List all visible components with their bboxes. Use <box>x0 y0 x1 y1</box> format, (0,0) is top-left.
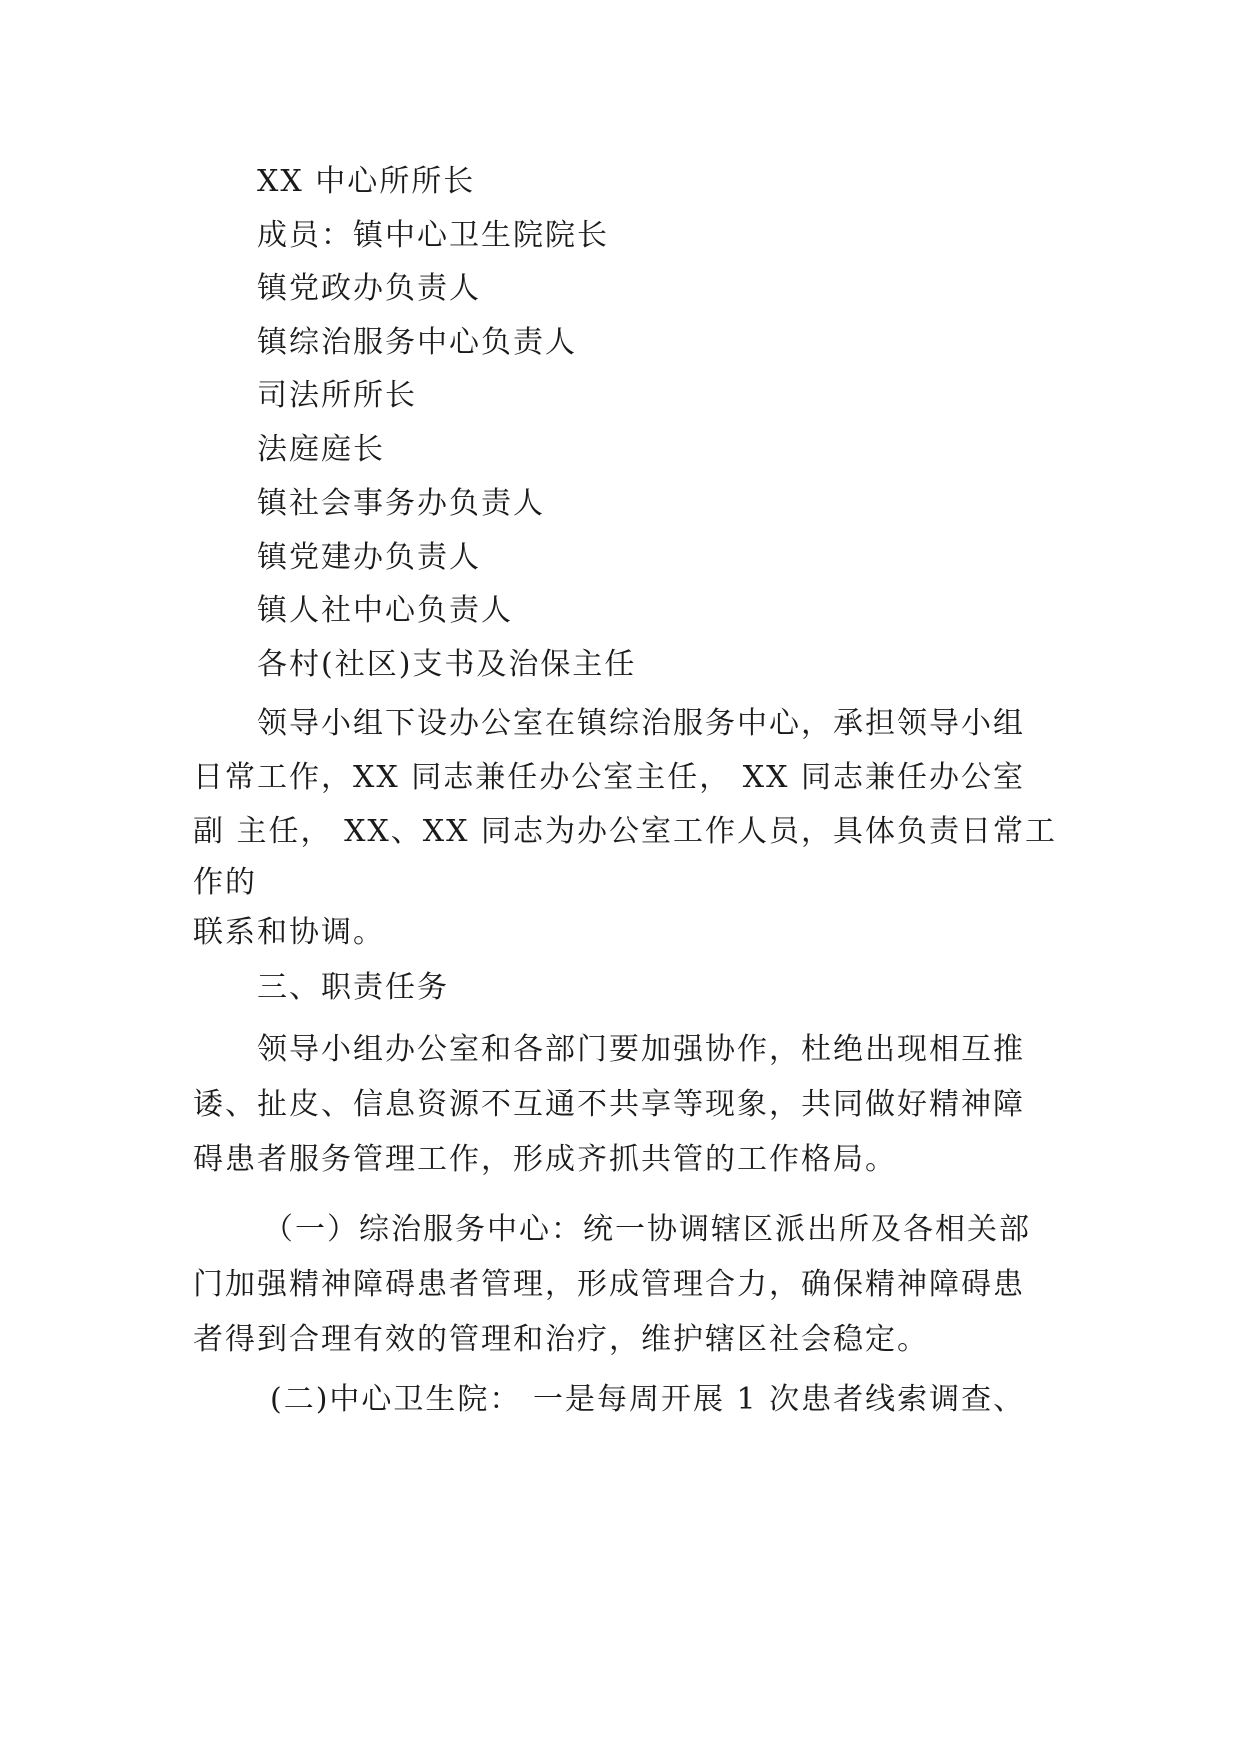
member-line: 镇人社中心负责人 <box>257 593 513 628</box>
member-line: 司法所所长 <box>257 378 417 413</box>
office-paragraph-line: 联系和协调。 <box>193 915 385 950</box>
member-line: 成员：镇中心卫生院院长 <box>257 218 609 253</box>
duty-paragraph-line: 诿、扯皮、信息资源不互通不共享等现象，共同做好精神障 <box>193 1087 1025 1122</box>
member-line: 各村(社区)支书及治保主任 <box>257 647 637 682</box>
duty-paragraph-line: 碍患者服务管理工作，形成齐抓共管的工作格局。 <box>193 1142 897 1177</box>
member-line: XX 中心所所长 <box>257 164 476 199</box>
member-line: 镇党政办负责人 <box>257 271 481 306</box>
duty-paragraph-line: 领导小组办公室和各部门要加强协作，杜绝出现相互推 <box>257 1032 1025 1067</box>
duty-item-line: （一）综治服务中心：统一协调辖区派出所及各相关部 <box>263 1212 1031 1247</box>
duty-item-line: 门加强精神障碍患者管理，形成管理合力，确保精神障碍患 <box>193 1267 1025 1302</box>
duty-item-line: 者得到合理有效的管理和治疗，维护辖区社会稳定。 <box>193 1322 929 1357</box>
member-line: 法庭庭长 <box>257 432 385 467</box>
office-paragraph-line: 作的 <box>193 865 257 900</box>
office-paragraph-line: 副 主任， XX、XX 同志为办公室工作人员，具体负责日常工 <box>193 814 1058 849</box>
office-paragraph-line: 日常工作，XX 同志兼任办公室主任， XX 同志兼任办公室 <box>193 760 1026 795</box>
member-line: 镇党建办负责人 <box>257 540 481 575</box>
duty-item-line: (二)中心卫生院： 一是每周开展 1 次患者线索调查、 <box>270 1382 1026 1417</box>
office-paragraph-line: 领导小组下设办公室在镇综治服务中心，承担领导小组 <box>257 706 1025 741</box>
section-heading: 三、职责任务 <box>257 970 449 1005</box>
member-line: 镇综治服务中心负责人 <box>257 325 577 360</box>
member-line: 镇社会事务办负责人 <box>257 486 545 521</box>
